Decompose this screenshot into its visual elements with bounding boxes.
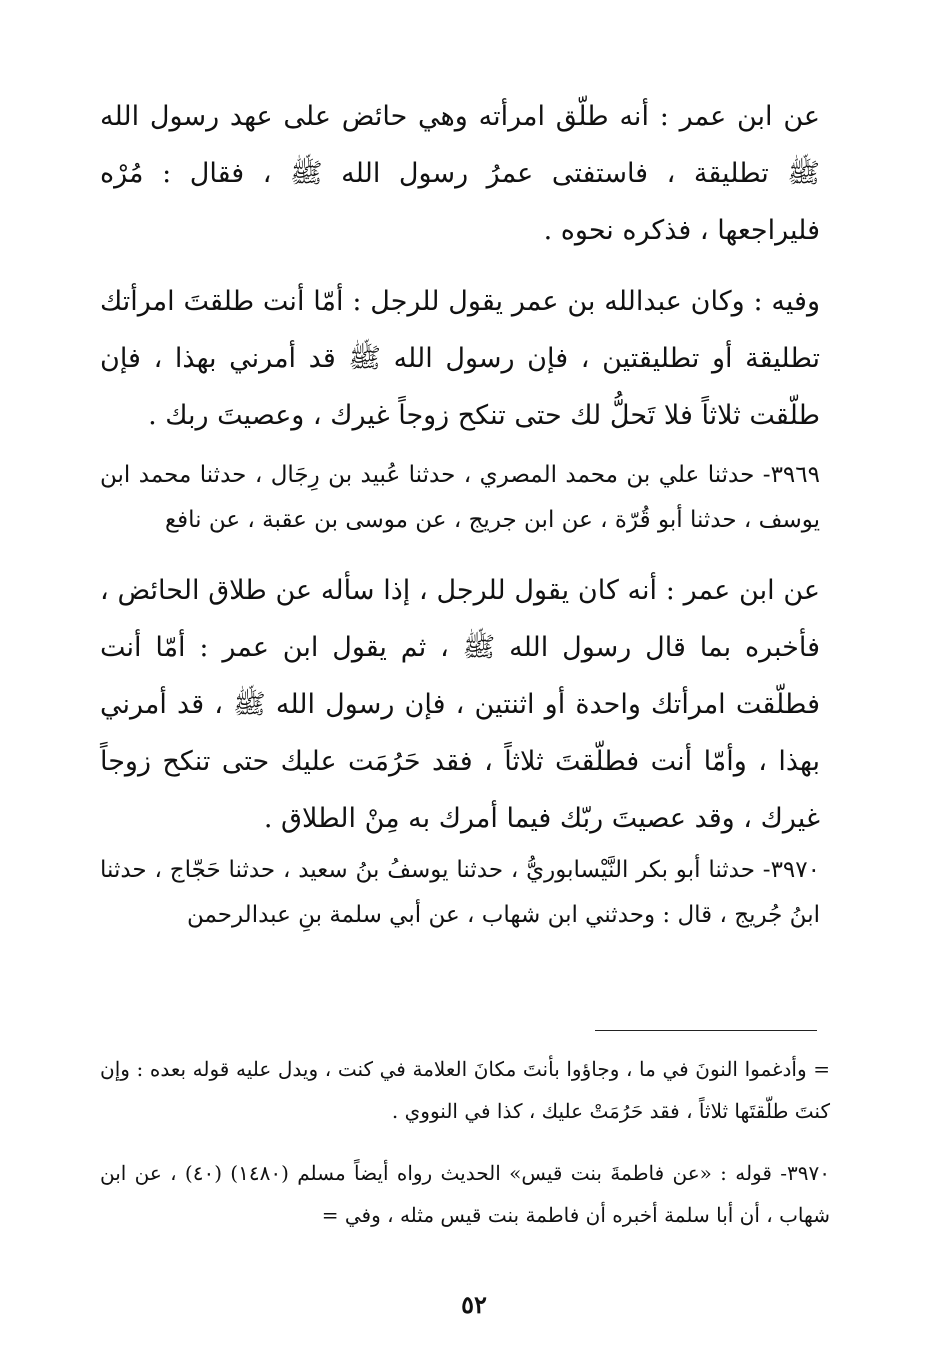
footnote-divider	[595, 1030, 817, 1031]
hadith-text-2	[100, 273, 820, 444]
hadith-text-1	[100, 88, 820, 259]
isnad-3970	[100, 848, 820, 938]
page-number: ٥٢	[461, 1290, 487, 1319]
footnote: = وأدغموا النونَ في ما ، وجاؤوا بأنتَ مكانَ العلامة في كنت ، ويدل عليه قوله بعده : وإن كنتَ طلّقتَها ثلاثاً ، فقد حَرُمَتْ عليك ، كذا في النووي .	[100, 1057, 830, 1123]
paragraph: عن ابن عمر : أنه طلّق امرأته وهي حائض على عهد رسول الله ﷺ تطليقة ، فاستفتى عمرُ رسول الله ﷺ ، فقال : مُرْه فليراجعها ، فذكره نحوه .	[100, 101, 820, 246]
paragraph: عن ابن عمر : أنه كان يقول للرجل ، إذا سأله عن طلاق الحائض ، فأخبره بما قال رسول الله ﷺ ، ثم يقول ابن عمر : أمّا أنت فطلّقت امرأتك واحدة أو اثنتين ، فإن رسول الله ﷺ ، قد أمرني بهذا ، وأمّا أنت فطلّقتَ ثلاثاً ، فقد حَرُمَت عليك حتى تنكح زوجاً غيرك ، وقد عصيتَ ربّك فيما أمرك به مِنْ الطلاق .	[100, 575, 820, 834]
footnote: ٣٩٧٠- قوله : «عن فاطمةَ بنت قيس» الحديث رواه أيضاً مسلم (١٤٨٠) (٤٠) ، عن ابن شهاب ، أن أبا سلمة أخبره أن فاطمة بنت قيس مثله ، وفي =	[100, 1161, 830, 1227]
footnote-continuation	[100, 1048, 830, 1132]
hadith-text-3	[100, 562, 820, 847]
paragraph: وفيه : وكان عبدالله بن عمر يقول للرجل : أمّا أنت طلقتَ امرأتك تطليقة أو تطليقتين ، فإن رسول الله ﷺ قد أمرني بهذا ، فإن طلّقت ثلاثاً فلا تَحلُّ لك حتى تنكح زوجاً غيرك ، وعصيتَ ربك .	[100, 286, 820, 431]
isnad-3969	[100, 453, 820, 543]
paragraph: ٣٩٧٠- حدثنا أبو بكر النَّيْسابوريُّ ، حدثنا يوسفُ بنُ سعيد ، حدثنا حَجّاج ، حدثنا ابنُ جُريج ، قال : وحدثني ابن شهاب ، عن أبي سلمة بنِ عبدالرحمن	[100, 857, 820, 928]
paragraph: ٣٩٦٩- حدثنا علي بن محمد المصري ، حدثنا عُبيد بن رِجَال ، حدثنا محمد ابن يوسف ، حدثنا أبو قُرّة ، عن ابن جريج ، عن موسى بن عقبة ، عن نافع	[100, 462, 820, 533]
footnote-3970	[100, 1152, 830, 1236]
